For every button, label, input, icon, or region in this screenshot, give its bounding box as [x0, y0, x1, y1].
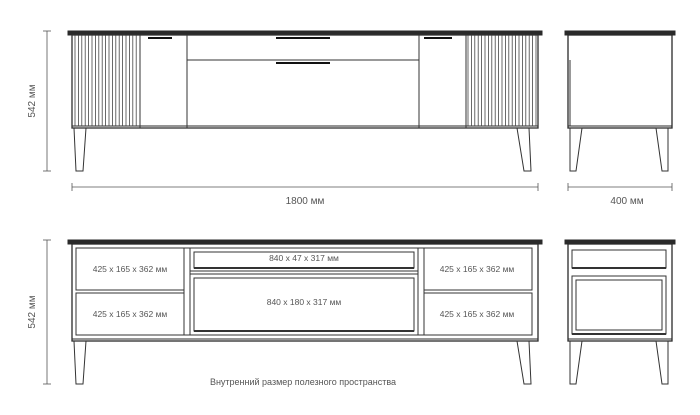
center-divider-right — [418, 248, 424, 335]
compartment-label-left-top: 425 x 165 x 362 мм — [92, 264, 168, 274]
side-view-body — [568, 35, 672, 128]
interior-side-body — [568, 244, 672, 341]
fluted-door-left — [75, 35, 136, 126]
fluted-door-right — [468, 35, 536, 126]
compartment-label-center-top: 840 x 47 x 317 мм — [269, 253, 339, 263]
front-view — [68, 31, 542, 171]
height-dimension-top: 542 мм — [27, 84, 38, 118]
height-dimension-bottom: 542 мм — [27, 295, 38, 329]
compartment-label-center-bottom: 840 x 180 x 317 мм — [266, 297, 342, 307]
plain-door-right — [419, 35, 466, 128]
plain-door-left — [140, 35, 187, 128]
side-drawer-bottom — [572, 276, 666, 334]
leg-right — [517, 128, 531, 171]
depth-dimension: 400 мм — [610, 196, 644, 207]
interior-side-leg-back — [656, 341, 668, 384]
interior-caption: Внутренний размер полезного пространства — [209, 377, 397, 387]
leg-left — [74, 128, 86, 171]
dimension-lines-bottom — [43, 240, 51, 384]
center-divider-left — [184, 248, 190, 335]
width-dimension: 1800 мм — [285, 196, 325, 207]
compartment-label-right-top: 425 x 165 x 362 мм — [439, 264, 515, 274]
interior-side-view — [565, 240, 675, 384]
interior-side-leg-front — [570, 341, 582, 384]
side-leg-back — [656, 128, 668, 171]
interior-leg-left — [74, 341, 86, 384]
side-view — [565, 31, 675, 171]
side-drawer-top — [572, 250, 666, 268]
compartment-label-right-bottom: 425 x 165 x 362 мм — [439, 309, 515, 319]
dimension-lines-top — [43, 31, 672, 191]
drawer-bottom — [187, 60, 419, 128]
side-leg-front — [570, 128, 582, 171]
interior-leg-right — [517, 341, 531, 384]
compartment-label-left-bottom: 425 x 165 x 362 мм — [92, 309, 168, 319]
